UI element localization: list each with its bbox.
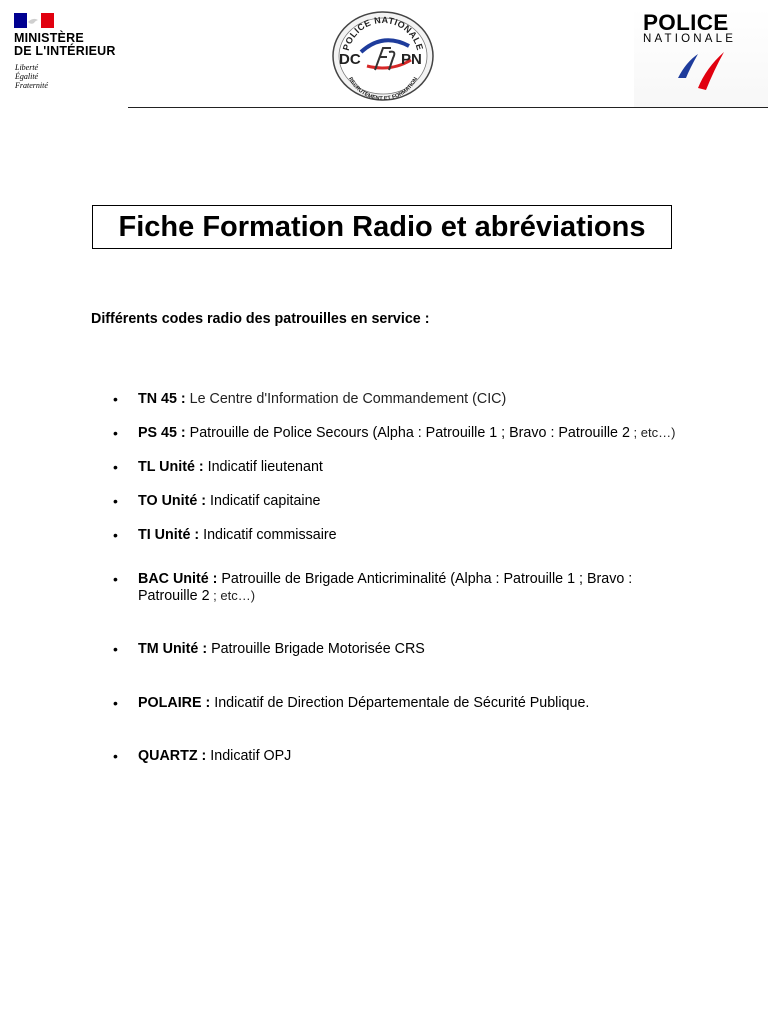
french-flag-icon — [14, 13, 54, 28]
list-item-tm-unite: • TM Unité : Patrouille Brigade Motorisée CRS — [113, 641, 425, 657]
section-subtitle: Différents codes radio des patrouilles en service : — [91, 311, 430, 327]
list-item-ps45: • PS 45 : Patrouille de Police Secours (Alpha : Patrouille 1 ; Bravo : Patrouille 2 ; etc…) — [113, 425, 676, 441]
republic-motto: Liberté Égalité Fraternité — [15, 63, 48, 90]
police-wordmark: POLICE — [643, 10, 729, 35]
bullet-icon: • — [113, 527, 118, 543]
svg-text:POLICE NATIONALE: POLICE NATIONALE — [340, 14, 426, 52]
dcrfpn-seal-logo — [331, 10, 435, 102]
list-item-to-unite: • TO Unité : Indicatif capitaine — [113, 493, 321, 509]
bullet-icon: • — [113, 641, 118, 657]
bullet-icon: • — [113, 571, 118, 587]
document-header — [0, 0, 768, 108]
list-item-polaire: • POLAIRE : Indicatif de Direction Départementale de Sécurité Publique. — [113, 695, 590, 711]
bullet-icon: • — [113, 493, 118, 509]
bullet-icon: • — [113, 391, 118, 407]
bullet-icon: • — [113, 425, 118, 441]
bullet-icon: • — [113, 695, 118, 711]
tricolor-swoosh-icon — [672, 48, 732, 98]
bullet-icon: • — [113, 459, 118, 475]
police-nationale-logo — [634, 8, 768, 108]
list-item-tn45: • TN 45 : Le Centre d'Information de Commandement (CIC) — [113, 391, 507, 407]
nationale-wordmark: NATIONALE — [643, 33, 737, 45]
page-title: Fiche Formation Radio et abréviations — [118, 210, 646, 243]
list-item-ti-unite: • TI Unité : Indicatif commissaire — [113, 527, 337, 543]
list-item-tl-unite: • TL Unité : Indicatif lieutenant — [113, 459, 323, 475]
svg-text:DC: DC — [339, 51, 361, 68]
title-box — [92, 205, 672, 249]
bullet-icon: • — [113, 748, 118, 764]
list-item-bac-unite: • BAC Unité : Patrouille de Brigade Anticriminalité (Alpha : Patrouille 1 ; Bravo : Patrouille 2 ; etc…) — [113, 571, 633, 604]
svg-text:PN: PN — [401, 51, 422, 68]
header-rule — [128, 107, 768, 108]
svg-text:RECRUTEMENT ET FORMATION: RECRUTEMENT ET FORMATION — [346, 76, 420, 102]
list-item-quartz: • QUARTZ : Indicatif OPJ — [113, 748, 292, 764]
ministry-name: MINISTÈRE DE L'INTÉRIEUR — [14, 31, 116, 58]
